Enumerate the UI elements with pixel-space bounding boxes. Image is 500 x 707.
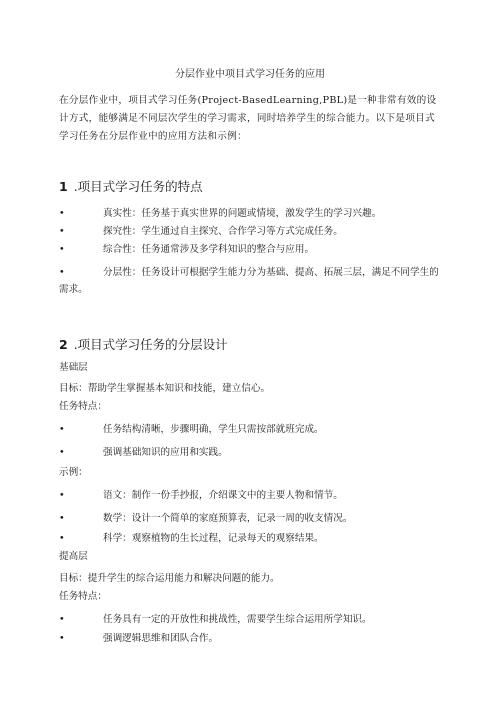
- list-item: [59, 611, 441, 628]
- document-title: 分层作业中项目式学习任务的应用: [175, 69, 325, 80]
- list-item-text: 分层性：任务设计可根据学生能力分为基础、提高、拓展三层，满足不同学生的需求。: [59, 267, 439, 295]
- list-item-text: 科学：观察植物的生长过程，记录每天的观察结果。: [103, 533, 324, 544]
- basic-level-goal: 目标：帮助学生掌握基本知识和技能，建立信心。: [59, 383, 271, 394]
- list-item-text: 任务结构清晰，步骤明确，学生只需按部就班完成。: [103, 424, 324, 435]
- section-2-heading-text: .项目式学习任务的分层设计: [73, 337, 228, 352]
- bullet-icon: •: [59, 244, 65, 255]
- section-1-heading: [59, 179, 203, 195]
- list-item: [59, 264, 441, 298]
- list-item-text: 语文：制作一份手抄报，介绍课文中的主要人物和情节。: [103, 490, 343, 501]
- bullet-icon: •: [59, 267, 65, 278]
- section-2-heading: [59, 337, 228, 353]
- list-item: [59, 530, 441, 547]
- bullet-icon: •: [59, 226, 65, 237]
- list-item-text: 任务具有一定的开放性和挑战性，需要学生综合运用所学知识。: [103, 614, 372, 625]
- section-2-number: 2: [59, 337, 68, 352]
- bullet-icon: •: [59, 513, 65, 524]
- bullet-icon: •: [59, 208, 65, 219]
- list-item: [59, 421, 441, 438]
- list-item: [59, 510, 441, 527]
- bullet-icon: •: [59, 633, 65, 644]
- bullet-icon: •: [59, 490, 65, 501]
- list-item-text: 数学：设计一个简单的家庭预算表，记录一周的收支情况。: [103, 513, 353, 524]
- intro-paragraph: 在分层作业中，项目式学习任务(Project-BasedLearning,PBL)是一种非常有效的设计方式，能够满足不同层次学生的学习需求，同时培养学生的综合能力。以下是项目式学习任务在分层作业中的应用方法和示例：: [59, 95, 437, 142]
- list-item: [59, 205, 441, 222]
- list-item-text: 探究性：学生通过自主探究、合作学习等方式完成任务。: [103, 226, 343, 237]
- list-item: [59, 223, 441, 240]
- advanced-features-label: 任务特点：: [59, 591, 107, 602]
- advanced-level-goal: 目标：提升学生的综合运用能力和解决问题的能力。: [59, 573, 280, 584]
- list-item: [59, 241, 441, 258]
- bullet-icon: •: [59, 424, 65, 435]
- basic-features-label: 任务特点：: [59, 401, 107, 412]
- list-item-text: 真实性：任务基于真实世界的问题或情境，激发学生的学习兴趣。: [103, 208, 382, 219]
- bullet-icon: •: [59, 614, 65, 625]
- list-item-text: 强调基础知识的应用和实践。: [103, 447, 228, 458]
- list-item: [59, 487, 441, 504]
- section-1-number: 1: [59, 179, 68, 194]
- list-item-text: 综合性：任务通常涉及多学科知识的整合与应用。: [103, 244, 315, 255]
- bullet-icon: •: [59, 447, 65, 458]
- list-item: [59, 444, 441, 461]
- basic-level-label: 基础层: [59, 362, 88, 373]
- advanced-level-label: 提高层: [59, 551, 88, 562]
- list-item: [59, 630, 441, 647]
- section-1-heading-text: .项目式学习任务的特点: [73, 179, 203, 194]
- basic-examples-label: 示例：: [59, 467, 88, 478]
- bullet-icon: •: [59, 533, 65, 544]
- list-item-text: 强调逻辑思维和团队合作。: [103, 633, 219, 644]
